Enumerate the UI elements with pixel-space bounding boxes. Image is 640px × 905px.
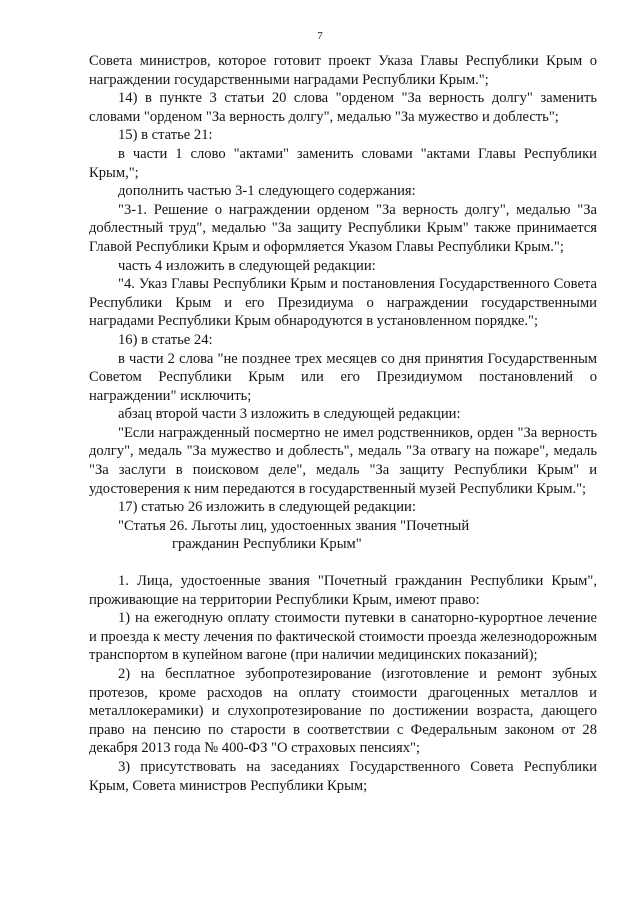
paragraph-11: абзац второй части 3 изложить в следующей редакции: bbox=[118, 406, 461, 423]
paragraph-10: в части 2 слова "не позднее трех месяцев со дня принятия Государственным Советом Республики Крым или его Президиумом постановлений о награждении" исключить; bbox=[89, 350, 597, 404]
article-paragraph-1: 1. Лица, удостоенные звания "Почетный гражданин Республики Крым", проживающие на территории Республики Крым, имеют право: bbox=[89, 573, 597, 608]
paragraph-8: "4. Указ Главы Республики Крым и постановления Государственного Совета Республики Крым и его Президиума о награждении государственными наградами Республики Крым обнародуются в установленном порядке."; bbox=[89, 276, 597, 330]
article-title-line-1: "Статья 26. Льготы лиц, удостоенных звания "Почетный bbox=[118, 517, 470, 534]
paragraph-2: 14) в пункте 3 статьи 20 слова "орденом "За верность долгу" заменить словами "орденом "За верность долгу", медалью "За мужество и доблесть"; bbox=[89, 90, 597, 125]
spacer bbox=[89, 554, 597, 572]
document-body bbox=[89, 52, 597, 795]
paragraph-12: "Если награжденный посмертно не имел родственников, орден "За верность долгу", медаль "За мужество и доблесть", медаль "За отвагу на пожаре", медаль "За заслуги в поисковом деле", медаль "За защиту Республики Крым" и удостоверения к ним передаются в государственный музей Республики Крым."; bbox=[89, 424, 597, 497]
page-number: 7 bbox=[317, 30, 323, 42]
article-paragraph-2: 1) на ежегодную оплату стоимости путевки в санаторно-курортное лечение и проезда к месту лечения по фактической стоимости проезда железнодорожным транспортом в купейном вагоне (при наличии медицинских показаний); bbox=[89, 610, 597, 664]
paragraph-4: в части 1 слово "актами" заменить словами "актами Главы Республики Крым,"; bbox=[89, 145, 597, 181]
paragraph-13: 17) статью 26 изложить в следующей редакции: bbox=[118, 499, 416, 516]
article-paragraph-4: 3) присутствовать на заседаниях Государственного Совета Республики Крым, Совета министров Республики Крым; bbox=[89, 758, 597, 794]
paragraph-7: часть 4 изложить в следующей редакции: bbox=[118, 257, 376, 274]
article-paragraph-3: 2) на бесплатное зубопротезирование (изготовление и ремонт зубных протезов, кроме расходов на оплату стоимости драгоценных металлов и металлокерамики) и слухопротезирование по достижении возраста, дающего право на пенсию по старости в соответствии с Федеральным законом от 28 декабря 2013 года № 400-ФЗ "О страховых пенсиях"; bbox=[89, 666, 597, 757]
paragraph-6: "3-1. Решение о награждении орденом "За верность долгу", медалью "За доблестный труд", медалью "За защиту Республики Крым" также принимается Главой Республики Крым и оформляется Указом Главы Республики Крым."; bbox=[89, 201, 597, 255]
article-title-line-2: гражданин Республики Крым" bbox=[172, 536, 362, 553]
paragraph-5: дополнить частью 3-1 следующего содержания: bbox=[118, 183, 416, 200]
paragraph-1: Совета министров, которое готовит проект Указа Главы Республики Крым о награждении государственными наградами Республики Крым."; bbox=[89, 53, 597, 88]
paragraph-9: 16) в статье 24: bbox=[118, 331, 213, 348]
paragraph-3: 15) в статье 21: bbox=[118, 127, 213, 144]
